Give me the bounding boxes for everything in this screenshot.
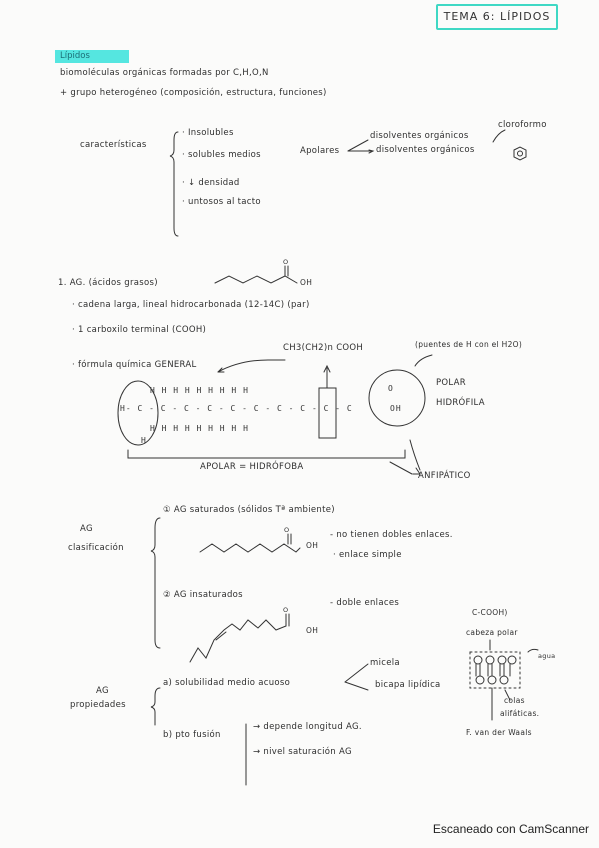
hidrofila-label: HIDRÓFILA — [436, 398, 485, 408]
insaturados-heading: ② AG insaturados — [163, 590, 243, 600]
ag-carbonyl-o: O — [283, 258, 289, 266]
propiedades-label-1: AG — [96, 686, 109, 696]
puentes-label: (puentes de H con el H2O) — [415, 340, 523, 349]
disolventes-label-2: disolventes orgánicos — [376, 145, 475, 155]
propiedades-label-2: propiedades — [70, 700, 126, 710]
clasificacion-label-2: clasificación — [68, 543, 124, 553]
caracteristicas-label: características — [80, 140, 147, 150]
saturados-bullet-2: · enlace simple — [333, 550, 402, 560]
ag-heading: 1. AG. (ácidos grasos) — [58, 278, 158, 288]
chain-h-tail: H — [141, 436, 147, 445]
clasificacion-label-1: AG — [80, 524, 93, 534]
chain-carbons: H- C - C - C - C - C - C - C - C - C - C — [120, 404, 353, 413]
sat-oh: OH — [306, 541, 319, 550]
propiedad-b-1: → depende longitud AG. — [253, 722, 362, 732]
caracteristica-item: · untosos al tacto — [182, 197, 261, 207]
cooh-label: C-COOH) — [472, 608, 508, 617]
bicapa-label: bicapa lipídica — [375, 680, 441, 690]
ag-formula: CH3(CH2)n COOH — [283, 343, 364, 353]
alifaticas-label: alifáticas. — [500, 709, 540, 718]
caracteristica-item: · solubles medios — [182, 150, 261, 160]
caracteristica-item: · Insolubles — [182, 128, 234, 138]
intro-line-2: + grupo heterogéneo (composición, estructura, funciones) — [60, 88, 327, 98]
vdw-label: F. van der Waals — [466, 728, 532, 737]
insat-oh: OH — [306, 626, 319, 635]
agua-label: agua — [538, 652, 556, 660]
camscanner-watermark: Escaneado con CamScanner — [432, 822, 589, 836]
chain-h-top: H H H H H H H H H — [150, 386, 249, 395]
propiedad-a: a) solubilidad medio acuoso — [163, 678, 291, 688]
apolar-label: APOLAR = HIDRÓFOBA — [200, 462, 304, 472]
disolventes-label-1: disolventes orgánicos — [370, 131, 469, 141]
chain-o: O — [388, 384, 394, 393]
micela-label: micela — [370, 658, 400, 668]
sat-o: O — [284, 526, 290, 534]
page-title: TEMA 6: LÍPIDOS — [436, 4, 558, 30]
section-highlight: Lípidos — [55, 50, 129, 63]
ag-bullet-3: · fórmula química GENERAL — [72, 360, 197, 370]
cloroformo-label: cloroformo — [498, 120, 547, 130]
ag-bullet-1: · cadena larga, lineal hidrocarbonada (12-14C) (par) — [72, 300, 310, 310]
saturados-bullet-1: - no tienen dobles enlaces. — [330, 530, 453, 540]
colas-label: colas — [504, 696, 525, 705]
saturados-heading: ① AG saturados (sólidos Tª ambiente) — [163, 505, 335, 515]
insat-o: O — [283, 606, 289, 614]
ag-bullet-2: · 1 carboxilo terminal (COOH) — [72, 325, 207, 335]
caracteristica-item: · ↓ densidad — [182, 178, 240, 188]
intro-line-1: biomoléculas orgánicas formadas por C,H,O,N — [60, 68, 269, 78]
anfipatico-label: ANFIPÁTICO — [418, 471, 471, 481]
ag-oh: OH — [300, 278, 313, 287]
polar-label: POLAR — [436, 378, 466, 388]
chain-h-bottom: H H H H H H H H H — [150, 424, 249, 433]
cabeza-polar-label: cabeza polar — [466, 628, 518, 637]
chain-oh: OH — [390, 404, 402, 413]
propiedad-b-2: → nivel saturación AG — [253, 747, 352, 757]
propiedad-b: b) pto fusión — [163, 730, 221, 740]
insaturados-bullet-1: - doble enlaces — [330, 598, 400, 608]
apolares-label: Apolares — [300, 146, 340, 156]
